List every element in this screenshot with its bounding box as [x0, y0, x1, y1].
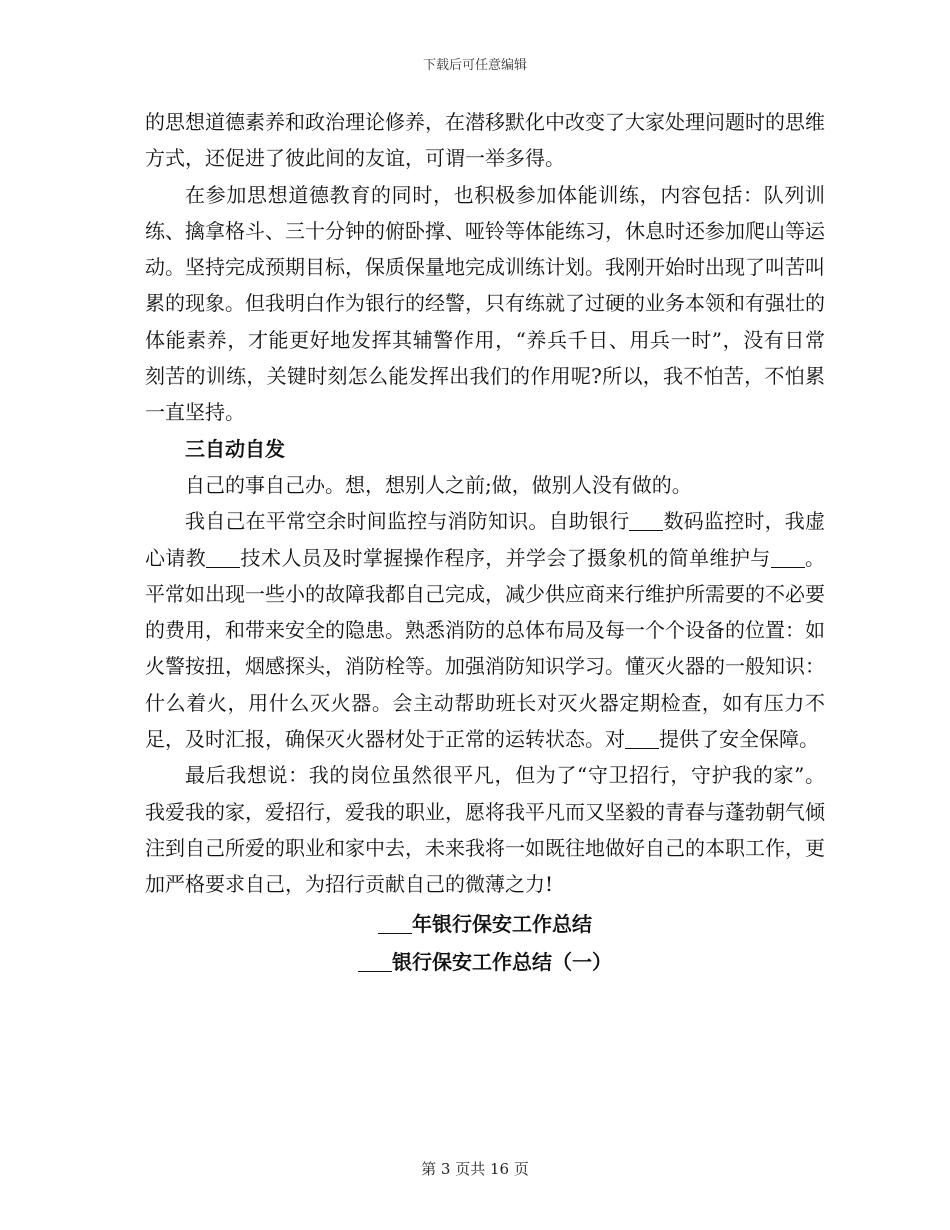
title-block	[145, 905, 825, 981]
paragraph-4-part-e: 提供了安全保障。	[659, 727, 819, 752]
paragraph-4-part-c: 技术人员及时掌握操作程序，并学会了摄象机的简单维护与	[240, 545, 771, 570]
blank-underline	[629, 510, 663, 531]
document-title-2	[145, 943, 825, 981]
section-heading: 三自动自发	[185, 436, 285, 461]
paragraph-4	[145, 503, 825, 757]
blank-underline	[625, 728, 659, 749]
document-title-1	[145, 905, 825, 943]
page-footer: 第 3 页共 16 页	[421, 1160, 529, 1178]
paragraph-4-part-d: 。平常如出现一些小的故障我都自己完成，减少供应商来行维护所需要的不必要的费用，和带来安全的隐患。熟悉消防的总体布局及每一个个设备的位置：如火警按扭，烟感探头，消防栓等。加强消防知识学习。懂灭火器的一般知识：什么着火，用什么灭火器。会主动帮助班长对灭火器定期检查，如有压力不足，及时汇报，确保灭火器材处于正常的运转状态。对	[145, 545, 826, 752]
blank-underline	[771, 547, 805, 568]
title-1-text: 年银行保安工作总结	[412, 911, 592, 936]
page-header: 下载后可任意编辑	[422, 58, 527, 73]
blank-underline	[358, 951, 392, 972]
paragraph-4-part-a: 我自己在平常空余时间监控与消防知识。自助银行	[185, 509, 630, 534]
document-body	[145, 104, 825, 981]
blank-underline	[206, 547, 240, 568]
paragraph-3: 自己的事自己办。想，想别人之前;做，做别人没有做的。	[185, 472, 692, 497]
blank-underline	[378, 913, 412, 934]
title-2-text: 银行保安工作总结（一）	[392, 949, 612, 974]
paragraph-4-part-b: 数码监控时，我虚心请教	[145, 509, 826, 570]
paragraph-5: 最后我想说：我的岗位虽然很平凡，但为了“守卫招行，守护我的家”。我爱我的家，爱招行，爱我的职业，愿将我平凡而又坚毅的青春与蓬勃朝气倾注到自己所爱的职业和家中去，未来我将一如既往地做好自己的本职工作，更加严格要求自己，为招行贡献自己的微薄之力!	[145, 763, 825, 897]
paragraph-2: 在参加思想道德教育的同时，也积极参加体能训练，内容包括：队列训练、擒拿格斗、三十分钟的俯卧撑、哑铃等体能练习，休息时还参加爬山等运动。坚持完成预期目标，保质保量地完成训练计划。我刚开始时出现了叫苦叫累的现象。但我明白作为银行的经警，只有练就了过硬的业务本领和有强壮的体能素养，才能更好地发挥其辅警作用，“养兵千日、用兵一时”，没有日常刻苦的训练，关键时刻怎么能发挥出我们的作用呢?所以，我不怕苦，不怕累一直坚持。	[145, 182, 825, 425]
paragraph-1: 的思想道德素养和政治理论修养，在潜移默化中改变了大家处理问题时的思维方式，还促进了彼此间的友谊，可谓一举多得。	[145, 110, 825, 171]
